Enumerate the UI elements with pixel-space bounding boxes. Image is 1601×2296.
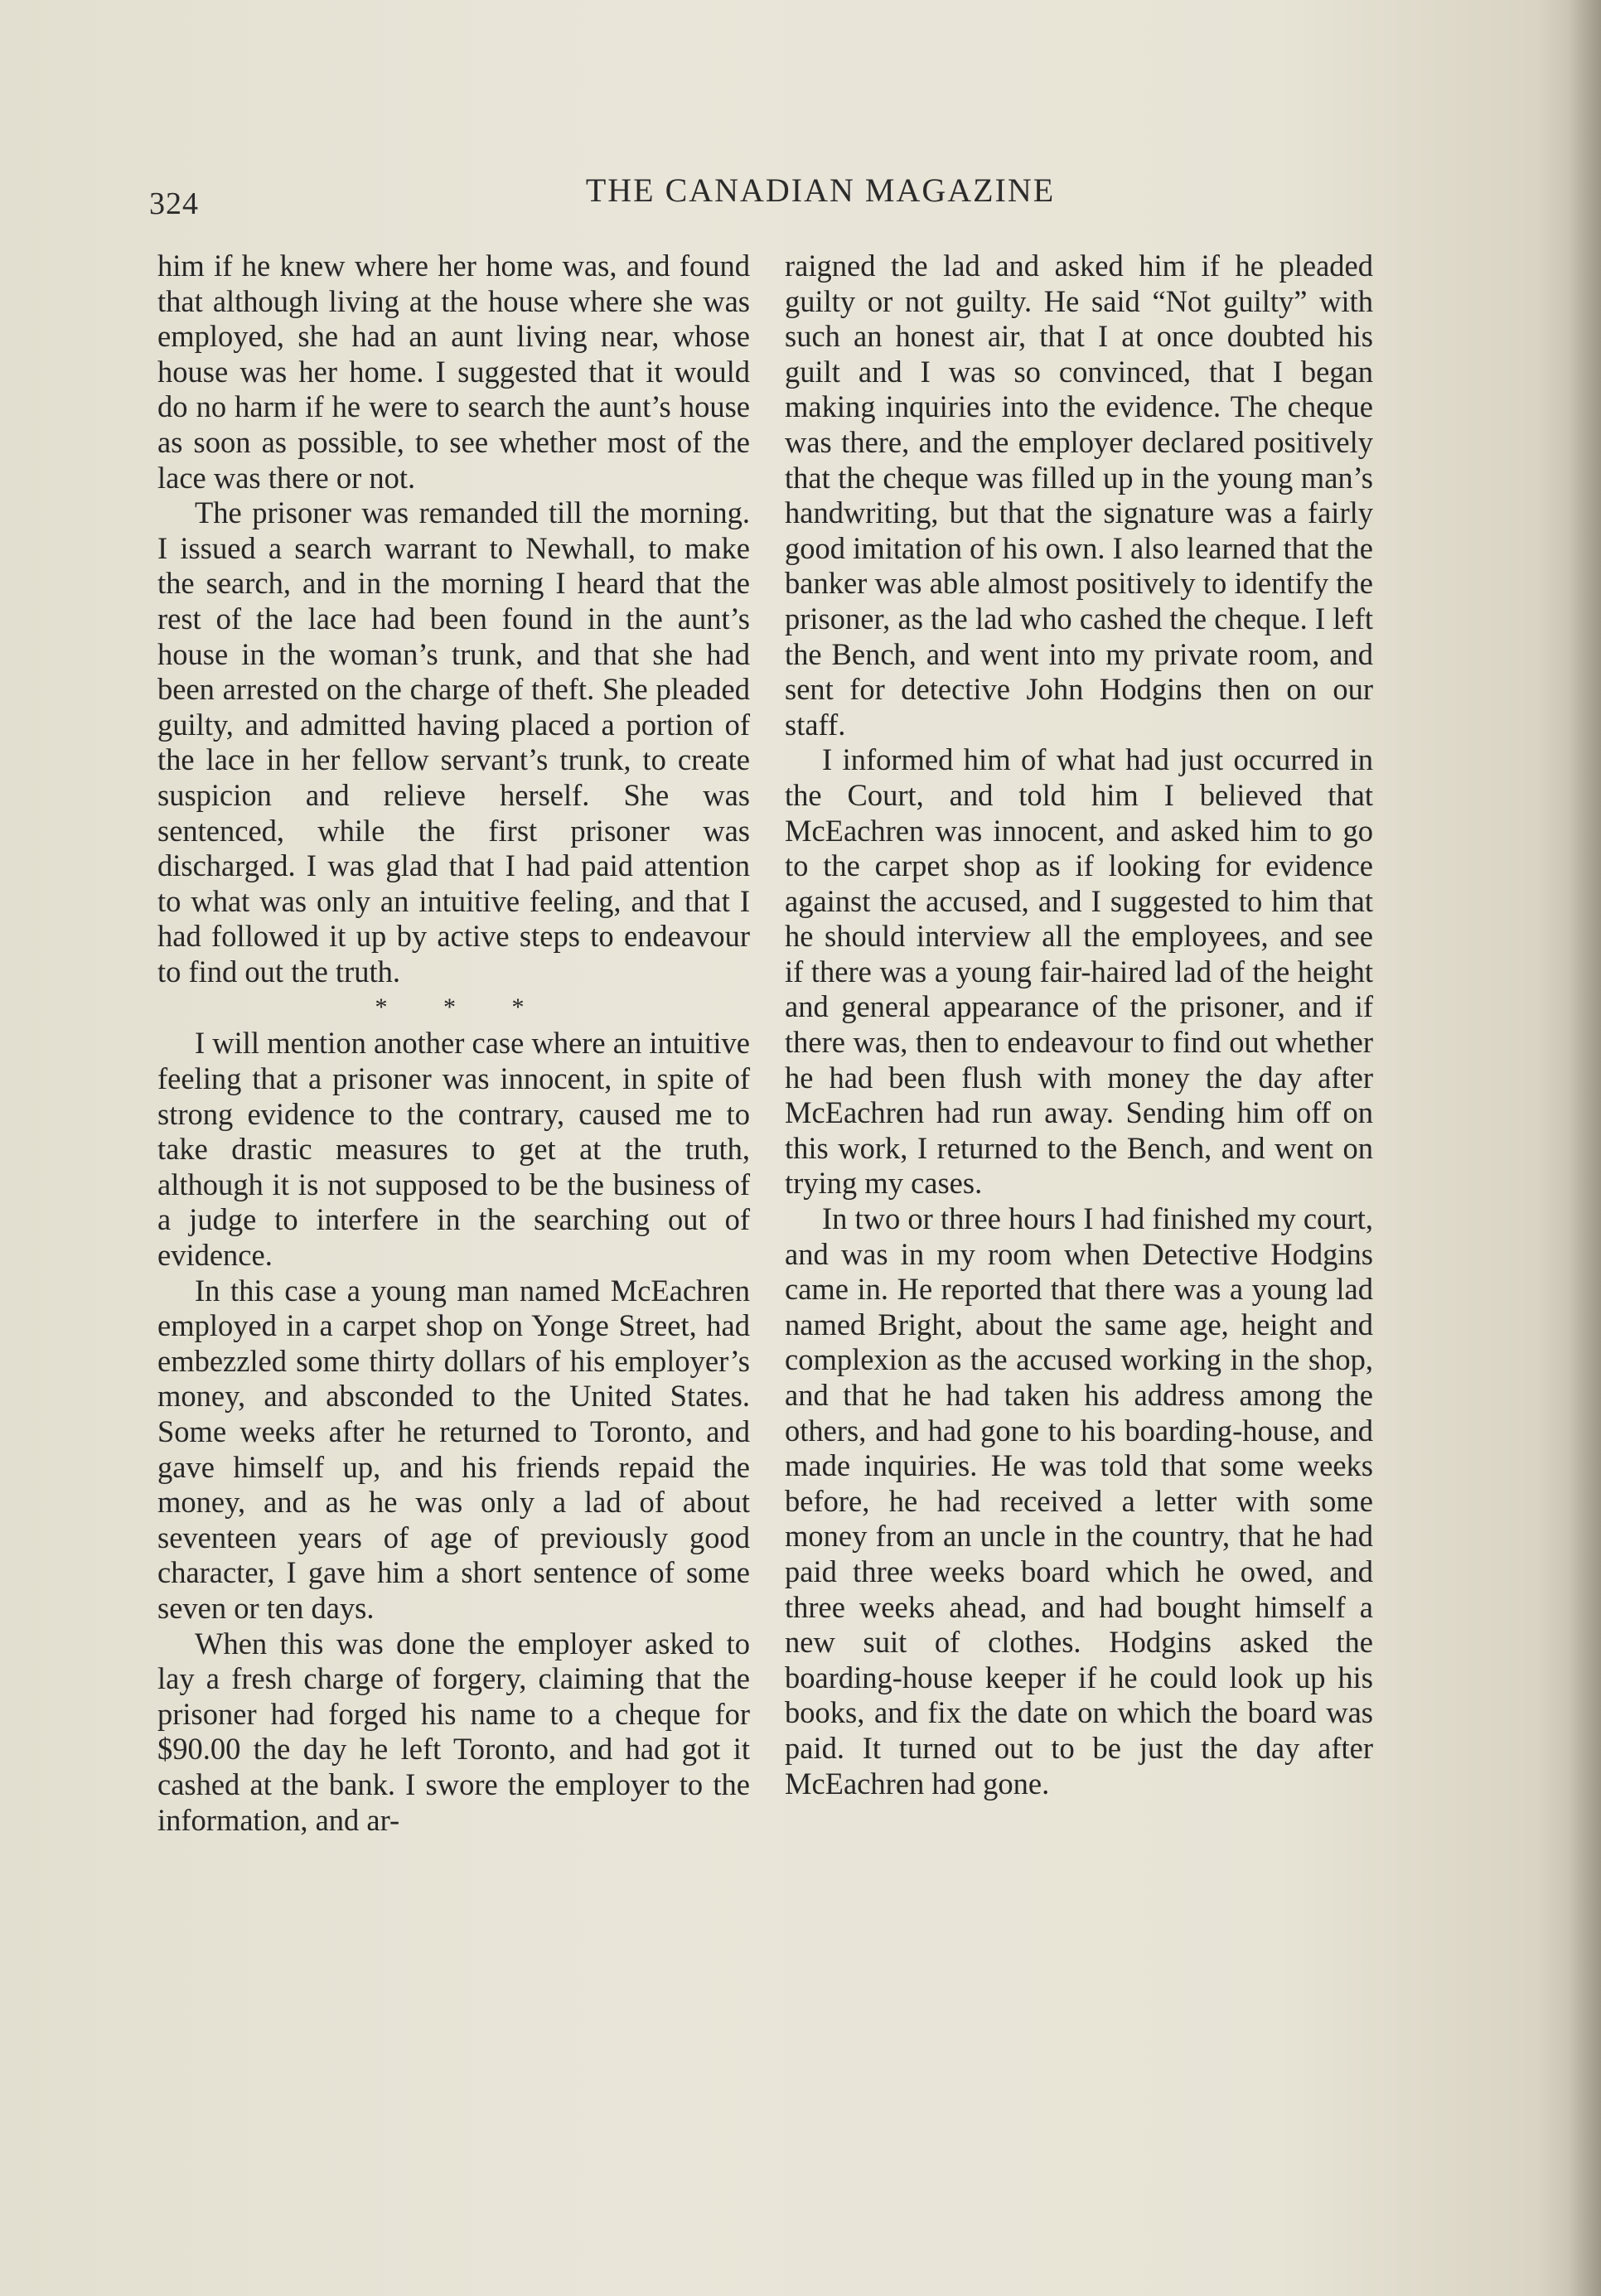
page-header	[149, 166, 1384, 221]
paragraph: In this case a young man named McEachren employed in a carpet shop on Yonge Street, had embezzled some thirty dollars of his employer’s money, and absconded to the United States. Some weeks after he returned to Toronto, and gave himself up, and his friends repaid the money, and as he was only a lad of about seventeen years of age of previously good character, I gave him a short sentence of some seven or ten days.	[157, 1273, 750, 1625]
paragraph: I informed him of what had just occurred in the Court, and told him I believed that McEachren was innocent, and asked him to go to the carpet shop as if looking for evidence against the accused, and I suggested to him that he should interview all the employees, and see if there was a young fair-haired lad of the height and general appearance of the prisoner, and if there was, then to endeavour to find out whether he had been flush with money the day after McEachren had run away. Sending him off on this work, I returned to the Bench, and went on trying my cases.	[785, 742, 1373, 1201]
paragraph: raigned the lad and asked him if he pleaded guilty or not guilty. He said “Not guilty” with such an honest air, that I at once doubted his guilt and I was so convinced, that I began making inquiries into the evidence. The cheque was there, and the employer declared positively that the cheque was filled up in the young man’s handwriting, but that the signature was a fairly good imitation of his own. I also learned that the banker was able almost positively to identify the prisoner, as the lad who cashed the cheque. I left the Bench, and went into my private room, and sent for detective John Hodgins then on our staff.	[785, 249, 1373, 742]
section-divider: * * *	[375, 993, 549, 1022]
right-column	[785, 249, 1373, 1801]
paragraph: I will mention another case where an intuitive feeling that a prisoner was innocent, in spite of strong evidence to the contrary, caused me to take drastic measures to get at the truth, although it is not supposed to be the business of a judge to interfere in the searching out of evidence.	[157, 1026, 750, 1273]
paragraph: him if he knew where her home was, and found that although living at the house where she was employed, she had an aunt living near, whose house was her home. I suggested that it would do no harm if he were to search the aunt’s house as soon as possible, to see whether most of the lace was there or not.	[157, 249, 750, 495]
page-number: 324	[149, 186, 199, 221]
page-edge-shadow	[1568, 0, 1601, 2296]
paragraph: In two or three hours I had finished my court, and was in my room when Detective Hodgins came in. He reported that there was a young lad named Bright, about the same age, height and complexion as the accused working in the shop, and that he had taken his address among the others, and had gone to his boarding-house, and made inquiries. He was told that some weeks before, he had received a letter with some money from an uncle in the country, that he had paid three weeks board which he owed, and three weeks ahead, and had bought himself a new suit of clothes. Hodgins asked the boarding-house keeper if he could look up his books, and fix the date on which the board was paid. It turned out to be just the day after McEachren had gone.	[785, 1201, 1373, 1801]
running-head: THE CANADIAN MAGAZINE	[585, 172, 1056, 209]
paragraph: The prisoner was remanded till the morning. I issued a search warrant to Newhall, to make the search, and in the morning I heard that the rest of the lace had been found in the aunt’s house in the woman’s trunk, and that she had been arrested on the charge of theft. She pleaded guilty, and admitted having placed a portion of the lace in her fellow servant’s trunk, to create suspicion and relieve herself. She was sentenced, while the first prisoner was discharged. I was glad that I had paid attention to what was only an intuitive feeling, and that I had followed it up by active steps to endeavour to find out the truth.	[157, 495, 750, 988]
paragraph: When this was done the employer asked to lay a fresh charge of forgery, claiming that the prisoner had forged his name to a cheque for $90.00 the day he left Toronto, and had got it cashed at the bank. I swore the employer to the information, and ar-	[157, 1626, 750, 1837]
left-column	[157, 249, 750, 1838]
